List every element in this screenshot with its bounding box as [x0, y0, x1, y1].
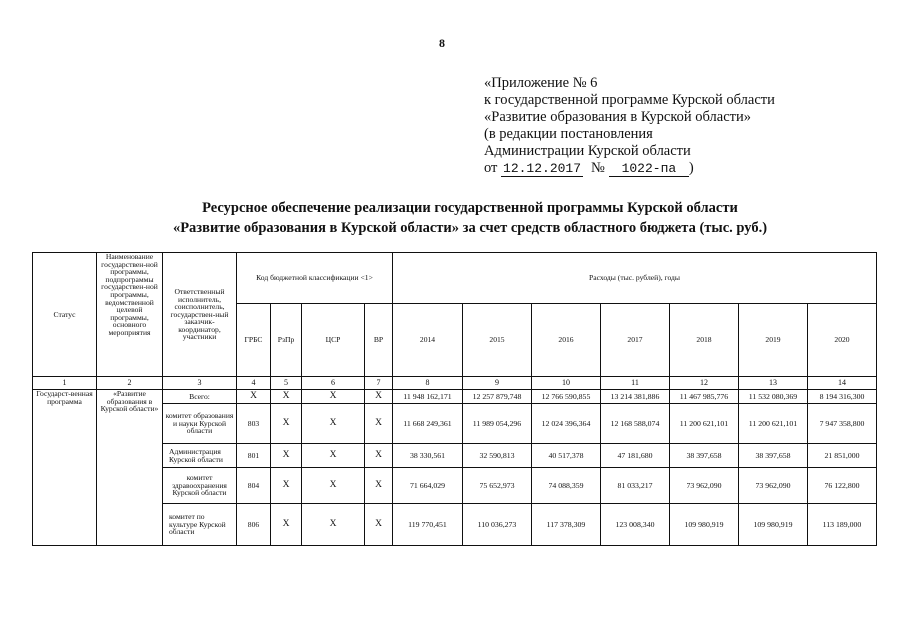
- csr-cell: Х: [302, 468, 365, 504]
- appendix-line-5: Администрации Курской области: [484, 143, 691, 159]
- value-cell: 12 766 590,855: [532, 390, 601, 404]
- grbs-cell: 806: [237, 504, 271, 546]
- value-cell: 12 168 588,074: [601, 404, 670, 444]
- executor-cell: Всего:: [163, 390, 237, 404]
- value-cell: 76 122,800: [808, 468, 877, 504]
- value-cell: 11 668 249,361: [393, 404, 463, 444]
- value-cell: 113 189,000: [808, 504, 877, 546]
- header-status: Статус: [33, 253, 97, 377]
- header-year: 2017: [601, 304, 670, 377]
- budget-table: [32, 252, 877, 546]
- rzpr-cell: Х: [271, 444, 302, 468]
- header-grbs: ГРБС: [237, 304, 271, 377]
- value-cell: 11 989 054,296: [463, 404, 532, 444]
- appendix-header: [484, 75, 775, 177]
- value-cell: 109 980,919: [670, 504, 739, 546]
- resolution-date: 12.12.2017: [503, 161, 582, 176]
- value-cell: 71 664,029: [393, 468, 463, 504]
- column-number: 4: [237, 377, 271, 390]
- vr-cell: Х: [365, 404, 393, 444]
- value-cell: 11 467 985,776: [670, 390, 739, 404]
- column-number: 6: [302, 377, 365, 390]
- vr-cell: Х: [365, 390, 393, 404]
- rzpr-cell: Х: [271, 390, 302, 404]
- value-cell: 38 397,658: [670, 444, 739, 468]
- title-line-1: Ресурсное обеспечение реализации государственной программы Курской области: [202, 200, 738, 216]
- column-number: 2: [97, 377, 163, 390]
- value-cell: 110 036,273: [463, 504, 532, 546]
- vr-cell: Х: [365, 468, 393, 504]
- column-number: 1: [33, 377, 97, 390]
- value-cell: 73 962,090: [670, 468, 739, 504]
- executor-cell: комитет по культуре Курской области: [163, 504, 237, 546]
- value-cell: 21 851,000: [808, 444, 877, 468]
- executor-cell: Администрация Курской области: [163, 444, 237, 468]
- document-title: [120, 198, 820, 238]
- value-cell: 11 200 621,101: [739, 404, 808, 444]
- value-cell: 11 200 621,101: [670, 404, 739, 444]
- column-number: 11: [601, 377, 670, 390]
- rzpr-cell: Х: [271, 468, 302, 504]
- title-line-2: «Развитие образования в Курской области» за счет средств областного бюджета (тыс. руб.): [172, 220, 768, 236]
- value-cell: 38 330,561: [393, 444, 463, 468]
- value-cell: 11 532 080,369: [739, 390, 808, 404]
- value-cell: 11 948 162,171: [393, 390, 463, 404]
- value-cell: 12 257 879,748: [463, 390, 532, 404]
- header-executor: Ответственный исполнитель, соисполнитель, государствен-ный заказчик-координатор, участники: [163, 253, 237, 377]
- csr-cell: Х: [302, 390, 365, 404]
- value-cell: 7 947 358,800: [808, 404, 877, 444]
- grbs-cell: Х: [237, 390, 271, 404]
- grbs-cell: 804: [237, 468, 271, 504]
- header-budget-code: Код бюджетной классификации <1>: [237, 253, 393, 304]
- resolution-number: 1022-па: [609, 162, 689, 177]
- column-number: 3: [163, 377, 237, 390]
- executor-cell: комитет здравоохранения Курской области: [163, 468, 237, 504]
- column-number-row: [33, 377, 877, 390]
- grbs-cell: 801: [237, 444, 271, 468]
- csr-cell: Х: [302, 404, 365, 444]
- value-cell: 32 590,813: [463, 444, 532, 468]
- appendix-date-line: [484, 160, 775, 177]
- page-number: 8: [439, 36, 445, 50]
- table-row-total: [33, 390, 877, 404]
- value-cell: 74 088,359: [532, 468, 601, 504]
- program-cell: «Развитие образования в Курской области»: [97, 390, 163, 546]
- rzpr-cell: Х: [271, 504, 302, 546]
- header-year: 2018: [670, 304, 739, 377]
- appendix-line-2: к государственной программе Курской области: [484, 92, 775, 108]
- csr-cell: Х: [302, 504, 365, 546]
- vr-cell: Х: [365, 444, 393, 468]
- header-year: 2016: [532, 304, 601, 377]
- column-number: 13: [739, 377, 808, 390]
- column-number: 12: [670, 377, 739, 390]
- status-cell: Государст-венная программа: [33, 390, 97, 546]
- value-cell: 73 962,090: [739, 468, 808, 504]
- appendix-line-4: (в редакции постановления: [484, 126, 653, 142]
- value-cell: 123 008,340: [601, 504, 670, 546]
- rzpr-cell: Х: [271, 404, 302, 444]
- vr-cell: Х: [365, 504, 393, 546]
- value-cell: 40 517,378: [532, 444, 601, 468]
- header-year: 2020: [808, 304, 877, 377]
- csr-cell: Х: [302, 444, 365, 468]
- header-expenses: Расходы (тыс. рублей), годы: [393, 253, 877, 304]
- appendix-line-3: «Развитие образования в Курской области»: [484, 109, 752, 125]
- header-year: 2019: [739, 304, 808, 377]
- column-number: 14: [808, 377, 877, 390]
- header-year: 2014: [393, 304, 463, 377]
- header-rzpr: РзПр: [271, 304, 302, 377]
- value-cell: 117 378,309: [532, 504, 601, 546]
- column-number: 7: [365, 377, 393, 390]
- value-cell: 75 652,973: [463, 468, 532, 504]
- grbs-cell: 803: [237, 404, 271, 444]
- header-program-name: Наименование государствен-ной программы, подпрограммы государствен-ной программы, ведомственной целевой программы, основного мероприятия: [97, 253, 163, 377]
- value-cell: 12 024 396,364: [532, 404, 601, 444]
- executor-cell: комитет образования и науки Курской области: [163, 404, 237, 444]
- header-vr: ВР: [365, 304, 393, 377]
- value-cell: 119 770,451: [393, 504, 463, 546]
- value-cell: 47 181,680: [601, 444, 670, 468]
- closing-paren: ): [688, 160, 694, 176]
- header-year: 2015: [463, 304, 532, 377]
- column-number: 9: [463, 377, 532, 390]
- value-cell: 8 194 316,300: [808, 390, 877, 404]
- value-cell: 38 397,658: [739, 444, 808, 468]
- header-csr: ЦСР: [302, 304, 365, 377]
- header-row-1: [33, 253, 877, 304]
- appendix-line-1: «Приложение № 6: [484, 75, 598, 91]
- value-cell: 13 214 381,886: [601, 390, 670, 404]
- number-sign: №: [591, 160, 605, 176]
- value-cell: 109 980,919: [739, 504, 808, 546]
- value-cell: 81 033,217: [601, 468, 670, 504]
- date-prefix: от: [484, 160, 498, 176]
- column-number: 5: [271, 377, 302, 390]
- column-number: 8: [393, 377, 463, 390]
- column-number: 10: [532, 377, 601, 390]
